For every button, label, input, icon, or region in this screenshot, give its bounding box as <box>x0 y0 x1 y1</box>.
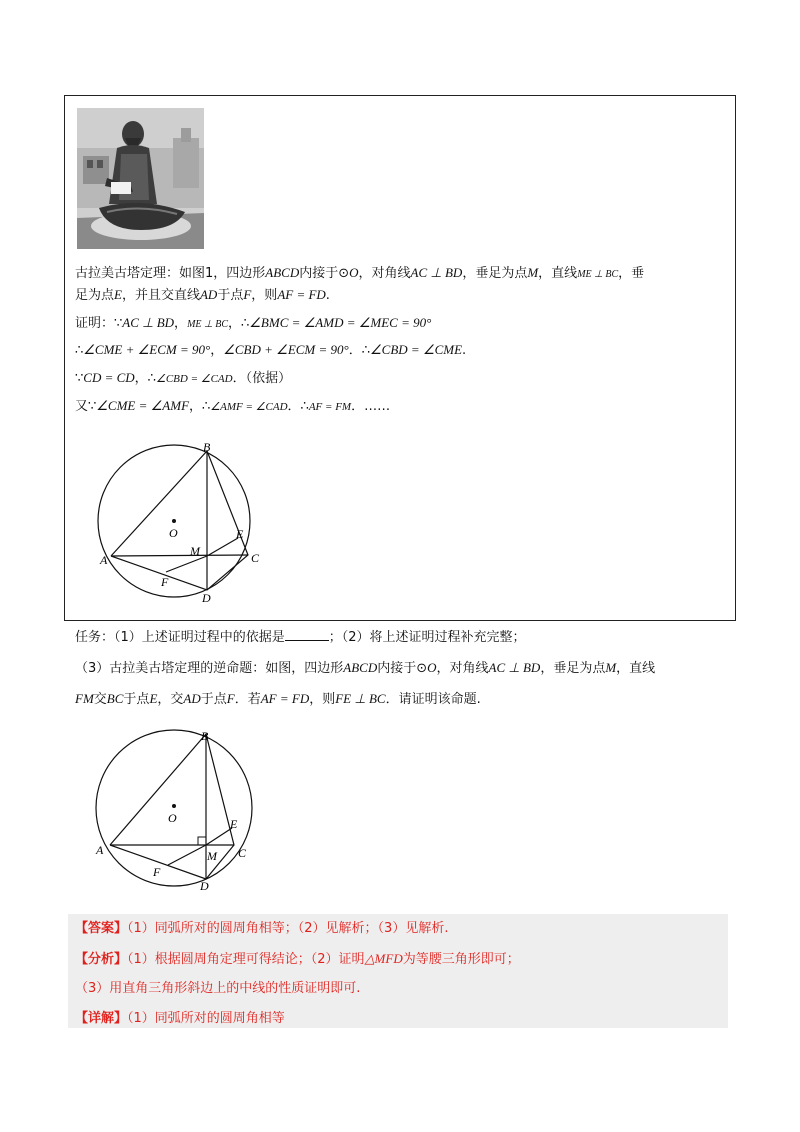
label-e: E <box>230 817 238 831</box>
text: . <box>325 288 330 303</box>
math: FE ⊥ BC <box>335 691 386 706</box>
answer-blank <box>285 628 329 641</box>
math: FM <box>75 691 94 706</box>
label-f: F <box>161 575 169 589</box>
math: ∠BMC = ∠AMD = ∠MEC = 90° <box>249 315 432 330</box>
math: M <box>605 660 617 675</box>
math: ∠AMF = ∠CAD <box>210 401 288 413</box>
text: ，垂足为点 <box>540 661 606 676</box>
detail-line <box>75 1010 285 1028</box>
text: ．若 <box>234 692 261 707</box>
text: 于点 <box>217 288 244 303</box>
proof-line-3 <box>75 369 291 388</box>
quadrilateral-abcd <box>111 451 248 590</box>
math: F <box>226 691 235 706</box>
label-c: C <box>238 846 247 860</box>
theorem-line-1 <box>75 264 644 284</box>
proof-line-1 <box>75 314 431 334</box>
right-angle-mark <box>198 837 206 845</box>
line-mf <box>166 556 207 572</box>
text: ，∴ <box>189 399 211 414</box>
label-m: M <box>190 544 200 558</box>
text: . <box>462 343 467 358</box>
text: 交 <box>93 692 107 707</box>
analysis-text: 为等腰三角形即可； <box>402 952 520 967</box>
label-b: B <box>203 440 211 454</box>
text: 任务：（1）上述证明过程中的依据是 <box>75 630 285 645</box>
math: ∠CBD + ∠ECM = 90° <box>223 342 349 357</box>
text: ，对角线 <box>358 266 411 281</box>
math: AD <box>199 287 218 302</box>
text: ，直线 <box>538 266 578 281</box>
diagonal-ac <box>111 555 248 556</box>
analysis-tag: 【分析】 <box>75 952 128 967</box>
math: AD <box>183 691 201 706</box>
text: ，直线 <box>616 661 656 676</box>
text: ．（依据） <box>232 371 292 386</box>
analysis-line-2 <box>75 980 360 998</box>
text: ．请证明该命题. <box>385 692 481 707</box>
label-o: O <box>168 811 177 825</box>
text: ．…… <box>351 399 391 414</box>
text: ， <box>210 343 224 358</box>
detail-text: （1）同弧所对的圆周角相等 <box>127 1011 285 1026</box>
math: E <box>114 287 122 302</box>
text: 内接于⊙ <box>299 266 350 281</box>
math: CD = CD <box>83 370 135 385</box>
text: 于点 <box>123 692 150 707</box>
math: ∠CME = ∠AMF <box>96 398 190 413</box>
answer-line <box>75 920 448 938</box>
text: ∴ <box>75 343 84 358</box>
math: AF = FD <box>277 287 326 302</box>
label-m: M <box>207 849 217 863</box>
text: ，则 <box>251 288 278 303</box>
text: 古拉美古塔定理：如图1，四边形 <box>75 266 266 281</box>
text: ，对角线 <box>436 661 489 676</box>
analysis-text: （3）用直角三角形斜边上的中线的性质证明即可. <box>75 981 361 996</box>
analysis-text: （1）根据圆周角定理可得结论；（2）证明 <box>127 952 365 967</box>
math: AC ⊥ BD <box>488 660 541 675</box>
line-me <box>207 538 238 556</box>
label-c: C <box>251 551 260 565</box>
text: ，并且交直线 <box>121 288 200 303</box>
text: 于点 <box>200 692 227 707</box>
math: ∠CME + ∠ECM = 90° <box>83 342 211 357</box>
task-line-3 <box>75 690 481 709</box>
answer-text: （1）同弧所对的圆周角相等；（2）见解析；（3）见解析. <box>127 921 449 936</box>
answer-tag: 【答案】 <box>75 921 128 936</box>
line-mf <box>168 845 206 865</box>
label-o: O <box>169 526 178 540</box>
analysis-line <box>75 950 520 969</box>
task-line-2 <box>75 659 655 678</box>
math: AF = FD <box>260 691 310 706</box>
center-dot <box>172 804 176 808</box>
line-me <box>206 828 232 845</box>
text: ∵ <box>75 371 84 386</box>
math: O <box>349 265 359 280</box>
label-a: A <box>96 843 104 857</box>
math: O <box>427 660 437 675</box>
math: AC ⊥ BD <box>410 265 463 280</box>
text: 内接于⊙ <box>377 661 428 676</box>
text: ，则 <box>309 692 336 707</box>
task-line-1 <box>75 628 526 647</box>
math: BC <box>106 691 124 706</box>
person-reading-icon <box>77 108 204 249</box>
math: ∠CBD = ∠CME <box>370 342 463 357</box>
text: ，∴ <box>228 316 250 331</box>
math: △MFD <box>364 951 403 966</box>
portrait-image <box>77 108 204 249</box>
math: ∠CBD = ∠CAD <box>155 373 233 385</box>
text: ，∴ <box>134 371 156 386</box>
text: 足为点 <box>75 288 115 303</box>
label-b: B <box>201 729 209 743</box>
math: AC ⊥ BD <box>122 315 175 330</box>
math: ABCD <box>343 660 378 675</box>
detail-tag: 【详解】 <box>75 1011 128 1026</box>
proof-line-2 <box>75 341 466 360</box>
math: ME ⊥ BC <box>577 269 619 280</box>
text: ．∴ <box>348 343 371 358</box>
text: ．∴ <box>287 399 309 414</box>
theorem-line-2 <box>75 286 330 305</box>
text: ， <box>174 316 188 331</box>
geometry-figure-1 <box>96 440 266 610</box>
label-f: F <box>153 865 161 879</box>
center-dot <box>172 519 176 523</box>
text: ，垂足为点 <box>462 266 528 281</box>
text: ，垂 <box>618 266 645 281</box>
math: E <box>149 691 158 706</box>
math: ABCD <box>265 265 300 280</box>
geometry-figure-2 <box>88 724 264 896</box>
label-e: E <box>236 527 244 541</box>
text: ，交 <box>157 692 184 707</box>
text: ；（2）将上述证明过程补充完整； <box>328 630 526 645</box>
math: M <box>527 265 539 280</box>
label-d: D <box>200 879 209 893</box>
proof-line-4 <box>75 397 390 416</box>
math: AF = FM <box>308 401 352 413</box>
math: F <box>243 287 252 302</box>
label-d: D <box>202 591 211 605</box>
text: （3）古拉美古塔定理的逆命题：如图，四边形 <box>75 661 344 676</box>
text: 证明：∵ <box>75 316 123 331</box>
math: ME ⊥ BC <box>187 319 228 330</box>
label-a: A <box>100 553 108 567</box>
text: 又∵ <box>75 399 97 414</box>
